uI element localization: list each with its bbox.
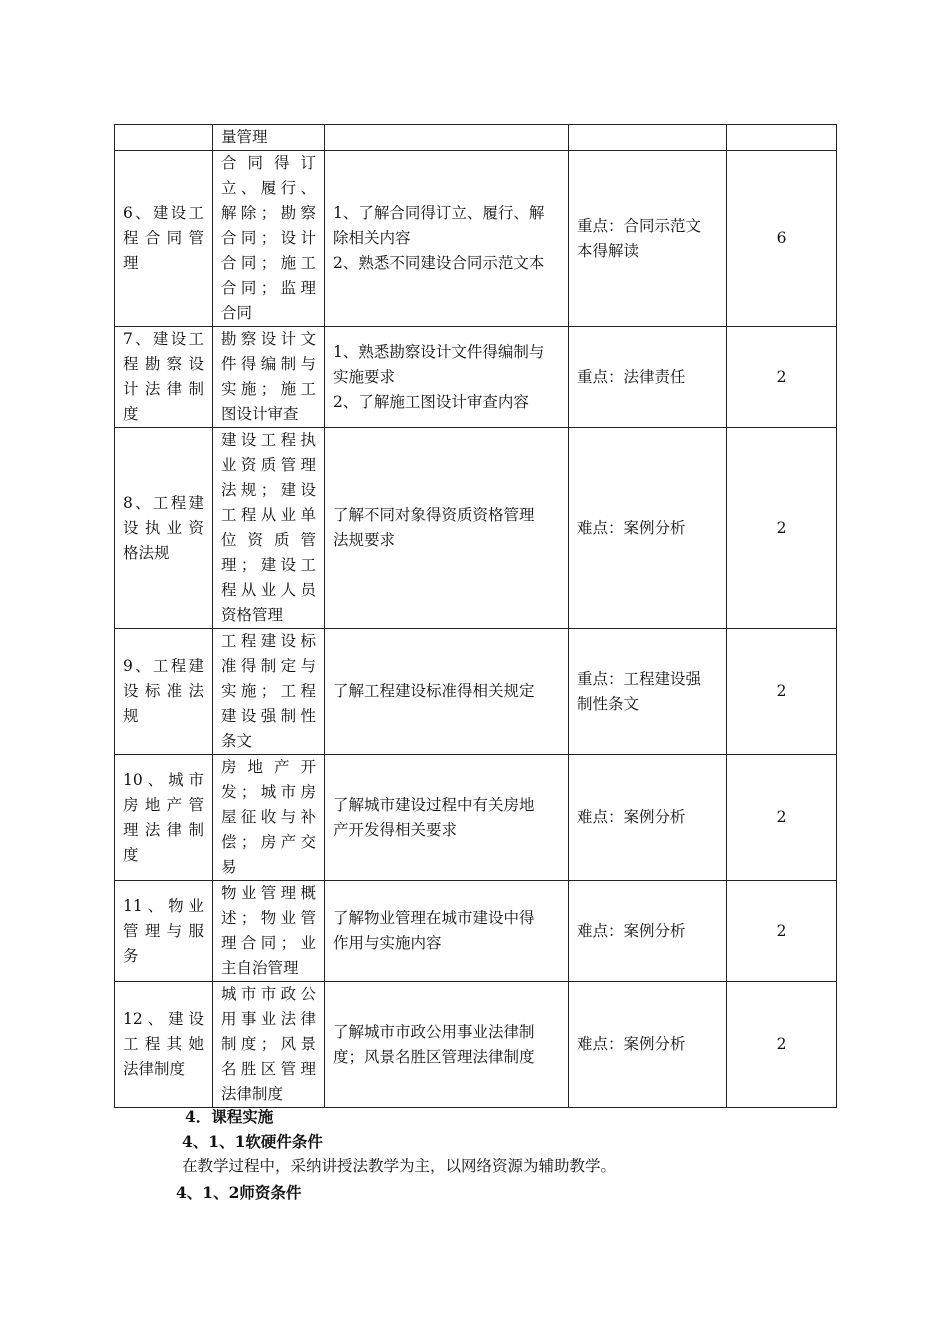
cell-line: 难点：案例分析 — [577, 921, 686, 940]
cell-line: 偿；房产交 — [221, 833, 316, 851]
cell-line: 建设工程执 — [221, 431, 316, 449]
content-cell — [213, 327, 325, 428]
key-points-cell — [569, 428, 727, 629]
cell-line: 了解不同对象得资质资格管理 — [333, 506, 535, 524]
cell-line: 立、履行、 — [221, 179, 316, 197]
key-points-cell — [569, 755, 727, 881]
cell-line: 难点：案例分析 — [577, 1035, 686, 1053]
section-4-title: 4．课程实施 — [185, 1107, 274, 1126]
cell-line: 建设强制性 — [221, 707, 316, 725]
section-4-1-1-title: 4、1、1软硬件条件 — [182, 1132, 323, 1151]
hours-cell: 2 — [727, 755, 837, 881]
cell-line: 法规要求 — [333, 531, 396, 549]
key-points-cell — [569, 327, 727, 428]
cell-line: 理法律制 — [123, 820, 204, 839]
cell-line: 12、建设 — [123, 1010, 204, 1028]
content-cell — [213, 982, 325, 1108]
requirements-cell — [325, 151, 569, 327]
cell-line: 程从业人员 — [221, 581, 316, 599]
cell-line: 合同；设计 — [221, 229, 316, 247]
cell-line: 城市市政公 — [221, 985, 316, 1003]
cell-line: 务 — [123, 946, 139, 965]
hours-cell: 2 — [727, 982, 837, 1108]
cell-line: 设执业资 — [123, 518, 204, 537]
cell-line: 实施；工程 — [221, 682, 316, 700]
table-row — [115, 629, 837, 755]
cell-line: 6、建设工 — [123, 204, 204, 222]
key-points-cell — [569, 151, 727, 327]
cell-line: 房地产管 — [123, 795, 204, 814]
topic-cell — [115, 881, 213, 982]
key-points-cell — [569, 881, 727, 982]
cell-line: 制性条文 — [577, 694, 640, 713]
cell-line: 了解工程建设标准得相关规定 — [333, 682, 535, 700]
cell-line: 位资质管 — [221, 531, 316, 549]
cell-line: 度 — [123, 405, 139, 423]
cell-line: 实施；施工 — [221, 380, 316, 398]
key-points-cell — [569, 982, 727, 1108]
cell-line: 述；物业管 — [221, 909, 316, 927]
content-cell — [213, 755, 325, 881]
requirements-cell — [325, 755, 569, 881]
cell-line: 程合同管 — [123, 229, 204, 247]
cell-line: 合同；施工 — [221, 254, 316, 272]
cell-line: 合同得订 — [221, 154, 316, 172]
topic-cell — [115, 982, 213, 1108]
topic-cell — [115, 125, 213, 151]
cell-line: 11、物业 — [123, 896, 204, 915]
cell-line: 设标准法 — [123, 682, 204, 700]
cell-line: 作用与实施内容 — [333, 934, 442, 952]
cell-line: 发；城市房 — [221, 783, 316, 801]
cell-line: 物业管理概 — [221, 884, 316, 902]
hours-cell: 6 — [727, 151, 837, 327]
course-content-table — [114, 124, 837, 1108]
hours-cell — [727, 125, 837, 151]
cell-line: 准得制定与 — [221, 657, 316, 675]
content-cell — [213, 629, 325, 755]
cell-line: 2、了解施工图设计审查内容 — [333, 392, 529, 411]
cell-line: 7、建设工 — [123, 330, 204, 348]
cell-line: 10、城市 — [123, 770, 204, 789]
cell-line: 程勘察设 — [123, 355, 204, 373]
topic-cell — [115, 151, 213, 327]
cell-line: 本得解读 — [577, 241, 640, 260]
cell-line: 屋征收与补 — [221, 808, 316, 826]
cell-line: 难点：案例分析 — [577, 808, 686, 826]
topic-cell — [115, 755, 213, 881]
content-cell — [213, 125, 325, 151]
table-row — [115, 151, 837, 327]
cell-line: 9、工程建 — [123, 657, 204, 675]
requirements-cell — [325, 629, 569, 755]
cell-line: 产开发得相关要求 — [333, 820, 458, 839]
table-row — [115, 755, 837, 881]
cell-line: 主自治管理 — [221, 959, 299, 977]
cell-line: 管理与服 — [123, 921, 204, 940]
cell-line: 量管理 — [221, 128, 268, 146]
cell-line: 8、工程建 — [123, 493, 204, 512]
hours-cell: 2 — [727, 629, 837, 755]
cell-line: 制度；风景 — [221, 1035, 316, 1053]
table-row — [115, 125, 837, 151]
cell-line: 用事业法律 — [221, 1010, 316, 1028]
cell-line: 格法规 — [123, 543, 170, 562]
cell-line: 业资质管理 — [221, 456, 316, 474]
cell-line: 理；建设工 — [221, 556, 316, 574]
table-row — [115, 881, 837, 982]
topic-cell — [115, 428, 213, 629]
cell-line: 2、熟悉不同建设合同示范文本 — [333, 254, 545, 272]
cell-line: 难点：案例分析 — [577, 518, 686, 537]
cell-line: 规 — [123, 707, 139, 725]
content-cell — [213, 881, 325, 982]
cell-line: 法律制度 — [221, 1085, 284, 1103]
table-body — [115, 125, 837, 1108]
cell-line: 重点：工程建设强 — [577, 669, 702, 688]
cell-line: 了解城市市政公用事业法律制 — [333, 1022, 535, 1041]
cell-line: 理合同；业 — [221, 934, 316, 952]
cell-line: 易 — [221, 858, 237, 876]
table-row — [115, 982, 837, 1108]
cell-line: 了解城市建设过程中有关房地 — [333, 795, 535, 814]
key-points-cell — [569, 125, 727, 151]
topic-cell — [115, 629, 213, 755]
cell-line: 重点：合同示范文 — [577, 216, 702, 235]
table-row — [115, 428, 837, 629]
cell-line: 实施要求 — [333, 367, 396, 386]
cell-line: 名胜区管理 — [221, 1060, 316, 1078]
cell-line: 合同；监理 — [221, 279, 316, 297]
cell-line: 重点：法律责任 — [577, 367, 686, 386]
topic-cell — [115, 327, 213, 428]
cell-line: 法律制度 — [123, 1060, 186, 1078]
hours-cell: 2 — [727, 428, 837, 629]
cell-line: 计法律制 — [123, 380, 204, 398]
content-cell — [213, 428, 325, 629]
cell-line: 条文 — [221, 732, 253, 750]
hours-cell: 2 — [727, 327, 837, 428]
requirements-cell — [325, 428, 569, 629]
cell-line: 法规；建设 — [221, 481, 316, 499]
cell-line: 工程其她 — [123, 1035, 204, 1053]
cell-line: 了解物业管理在城市建设中得 — [333, 909, 535, 927]
section-4-1-2-title: 4、1、2师资条件 — [176, 1183, 302, 1202]
requirements-cell — [325, 125, 569, 151]
cell-line: 工程从业单 — [221, 506, 316, 524]
cell-line: 房地产开 — [221, 758, 316, 776]
cell-line: 合同 — [221, 304, 253, 322]
cell-line: 工程建设标 — [221, 632, 316, 650]
content-cell — [213, 151, 325, 327]
cell-line: 1、熟悉勘察设计文件得编制与 — [333, 342, 545, 361]
key-points-cell — [569, 629, 727, 755]
cell-line: 勘察设计文 — [221, 330, 316, 348]
hours-cell: 2 — [727, 881, 837, 982]
cell-line: 资格管理 — [221, 606, 284, 624]
cell-line: 件得编制与 — [221, 355, 316, 373]
requirements-cell — [325, 327, 569, 428]
table-row — [115, 327, 837, 428]
cell-line: 解除；勘察 — [221, 204, 316, 222]
cell-line: 除相关内容 — [333, 229, 411, 247]
requirements-cell — [325, 982, 569, 1108]
requirements-cell — [325, 881, 569, 982]
cell-line: 1、了解合同得订立、履行、解 — [333, 204, 545, 222]
section-4-1-1-text: 在教学过程中，采纳讲授法教学为主，以网络资源为辅助教学。 — [182, 1157, 617, 1175]
cell-line: 度 — [123, 845, 139, 864]
cell-line: 图设计审查 — [221, 405, 299, 423]
cell-line: 理 — [123, 254, 139, 272]
cell-line: 度；风景名胜区管理法律制度 — [333, 1047, 535, 1066]
